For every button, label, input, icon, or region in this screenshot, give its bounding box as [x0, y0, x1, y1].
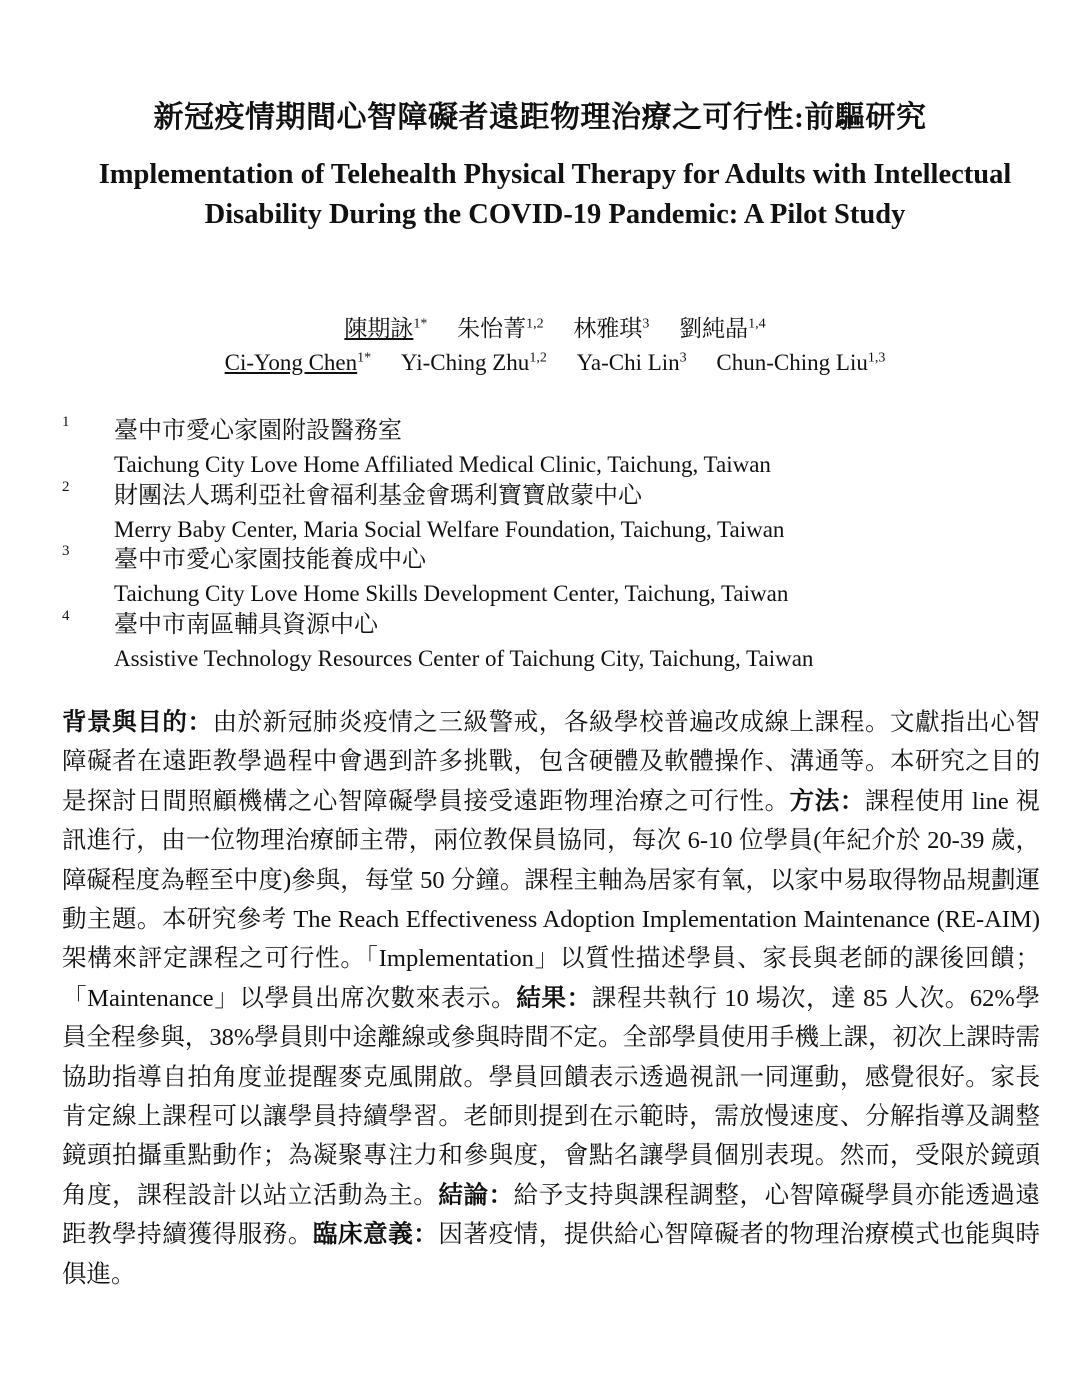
background-label: 背景與目的：: [62, 709, 213, 736]
title-english: [40, 155, 1070, 235]
affiliation-english: Merry Baby Center, Maria Social Welfare Foundation, Taichung, Taiwan: [114, 516, 785, 542]
affiliation-chinese: 臺中市南區輔具資源中心: [114, 611, 378, 638]
title-english-line-2: Disability During the COVID-19 Pandemic: A Pilot Study: [204, 199, 906, 230]
affiliation-english: Taichung City Love Home Skills Development Center, Taichung, Taiwan: [114, 581, 789, 606]
affiliation-chinese: 財團法人瑪利亞社會福利基金會瑪利寶寶啟蒙中心: [114, 482, 642, 509]
clinical-significance-label: 臨床意義：: [312, 1221, 439, 1249]
author-liu-en: Chun-Ching Liu$^{1,3}$: [716, 350, 886, 375]
result-label: 結果：: [516, 984, 592, 1012]
affiliation-item: [62, 607, 1042, 675]
affiliation-list: [62, 416, 1042, 674]
affiliation-number: 2: [62, 478, 70, 495]
affiliation-item: [62, 545, 1042, 610]
title-english-line-1: Implementation of Telehealth Physical Therapy for Adults with Intellectual: [98, 159, 1012, 190]
author-chen-en: Ci-Yong Chen$^{1*}$: [224, 350, 372, 375]
affiliation-number: 4: [62, 607, 70, 624]
affiliation-english: Taichung City Love Home Affiliated Medical Clinic, Taichung, Taiwan: [114, 452, 771, 477]
affiliation-chinese: 臺中市愛心家園技能養成中心: [114, 547, 426, 573]
conclusion-text: 給予支持與課程調整，心智障礙學員亦能透過遠距教學持續獲得服務。: [62, 1181, 1041, 1249]
authors-chinese: [0, 310, 1080, 343]
affiliation-number: 1: [62, 414, 70, 430]
method-text: 課程使用 line 視訊進行，由一位物理治療師主帶，兩位教保員協同，每次 6-10 位學員(年紀介於 20-39 歲，障礙程度為輕至中度)參與，每堂 50 分鐘。課程主軸為居家有氧，以家中易取得物品規劃運動主題。本研究參考 The Reach Effectiveness Adoption Implementation Maintenance (RE-AIM) 架構來評定課程之可行性。「Implementation」以質性描述學員、家長與老師的課後回饋；「Maintenance」以學員出席次數來表示。: [62, 787, 1040, 1012]
author-lin-en: Ya-Chi Lin$^3$: [576, 350, 687, 375]
affiliation-item: [62, 478, 1042, 546]
affiliation-chinese: 臺中市愛心家園附設醫務室: [114, 418, 402, 444]
affiliation-number: 3: [62, 543, 70, 559]
authors-english: [0, 350, 1080, 376]
conclusion-label: 結論：: [438, 1181, 514, 1209]
author-lin-zh: 林雅琪$^3$: [573, 316, 650, 341]
affiliation-english: Assistive Technology Resources Center of Taichung City, Taichung, Taiwan: [114, 645, 814, 671]
title-chinese: 新冠疫情期間心智障礙者遠距物理治療之可行性:前驅研究: [153, 101, 927, 134]
affiliation-item: [62, 416, 1042, 481]
background-text: 由於新冠肺炎疫情之三級警戒，各級學校普遍改成線上課程。文獻指出心智障礙者在遠距教學過程中會遇到許多挑戰，包含硬體及軟體操作、溝通等。本研究之目的是探討日間照顧機構之心智障礙學員接受遠距物理治療之可行性。: [62, 709, 1041, 815]
abstract-body: [62, 703, 1040, 1294]
author-zhu-en: Yi-Ching Zhu$^{1,2}$: [400, 350, 547, 375]
clinical-significance-text: 因著疫情，提供給心智障礙者的物理治療模式也能與時俱進。: [62, 1221, 1041, 1288]
author-liu-zh: 劉純晶$^{1,4}$: [679, 316, 766, 341]
method-label: 方法：: [789, 787, 865, 815]
author-zhu-zh: 朱怡菁$^{1,2}$: [457, 316, 544, 341]
result-text: 課程共執行 10 場次，達 85 人次。62%學員全程參與，38%學員則中途離線或參與時間不定。全部學員使用手機上課，初次上課時需協助指導自拍角度並提醒麥克風開啟。學員回饋表示透過視訊一同運動，感覺很好。家長肯定線上課程可以讓學員持續學習。老師則提到在示範時，需放慢速度、分解指導及調整鏡頭拍攝重點動作；為凝聚專注力和參與度，會點名讓學員個別表現。然而，受限於鏡頭角度，課程設計以站立活動為主。: [62, 984, 1040, 1209]
author-chen-zh: 陳期詠$^{1*}$: [344, 316, 428, 341]
